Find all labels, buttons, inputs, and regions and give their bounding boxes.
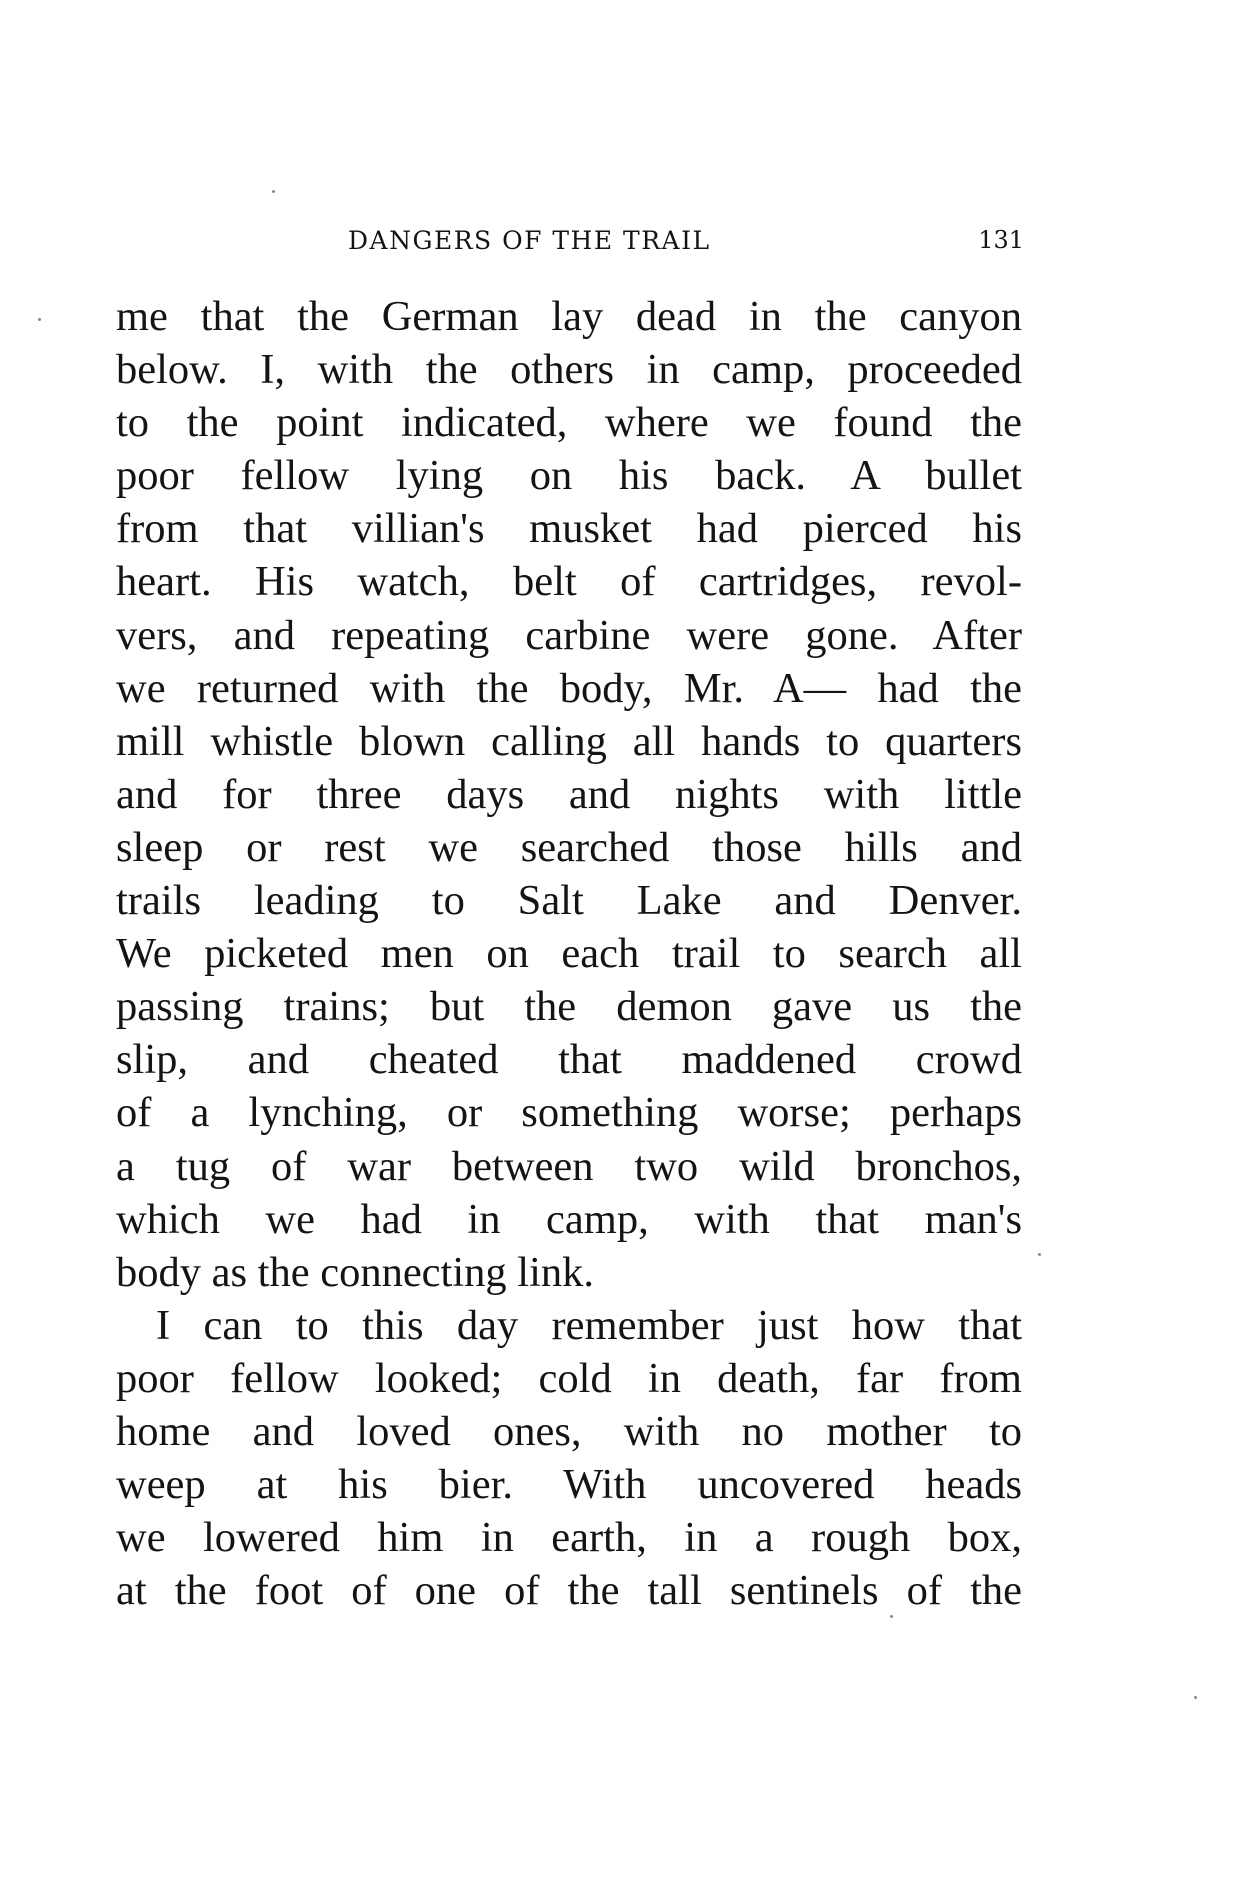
- text-line: at the foot of one of the tall sentinels of the: [116, 1567, 1022, 1615]
- text-line: trails leading to Salt Lake and Denver.: [116, 877, 1022, 925]
- paper-speck: [1194, 1696, 1197, 1699]
- page-number: 131: [978, 226, 1024, 254]
- text-line: and for three days and nights with little: [116, 770, 1022, 818]
- text-line: a tug of war between two wild bronchos,: [116, 1142, 1022, 1190]
- text-line: vers, and repeating carbine were gone. After: [116, 611, 1022, 659]
- text-line: from that villian's musket had pierced his: [116, 505, 1022, 553]
- paragraph-first-line: I can to this day remember just how that: [156, 1301, 1022, 1349]
- text-line: body as the connecting link.: [116, 1248, 595, 1296]
- text-line: poor fellow looked; cold in death, far from: [116, 1354, 1022, 1402]
- text-line: passing trains; but the demon gave us the: [116, 983, 1022, 1031]
- running-title: DANGERS OF THE TRAIL: [348, 226, 711, 255]
- running-header: [112, 226, 1028, 260]
- text-line: heart. His watch, belt of cartridges, revol-: [116, 558, 1022, 606]
- text-line: me that the German lay dead in the canyon: [116, 293, 1022, 340]
- text-line: below. I, with the others in camp, proceeded: [116, 346, 1022, 394]
- paper-speck: [38, 318, 41, 321]
- text-line: weep at his bier. With uncovered heads: [116, 1461, 1022, 1509]
- paper-speck: [272, 190, 275, 193]
- paper-speck: [890, 1615, 893, 1618]
- text-line: we lowered him in earth, in a rough box,: [116, 1514, 1022, 1562]
- body-text: [116, 290, 1022, 1617]
- text-line: we returned with the body, Mr. A— had the: [116, 664, 1022, 712]
- paper-speck: [1038, 1253, 1041, 1256]
- text-line: mill whistle blown calling all hands to quarters: [116, 717, 1022, 765]
- text-line: poor fellow lying on his back. A bullet: [116, 452, 1022, 500]
- text-line: We picketed men on each trail to search all: [116, 930, 1022, 978]
- text-line: to the point indicated, where we found the: [116, 399, 1022, 447]
- text-line: of a lynching, or something worse; perhaps: [116, 1089, 1022, 1137]
- text-line: home and loved ones, with no mother to: [116, 1407, 1022, 1455]
- text-line: sleep or rest we searched those hills and: [116, 823, 1022, 871]
- text-line: slip, and cheated that maddened crowd: [116, 1036, 1022, 1084]
- text-line: which we had in camp, with that man's: [116, 1195, 1022, 1243]
